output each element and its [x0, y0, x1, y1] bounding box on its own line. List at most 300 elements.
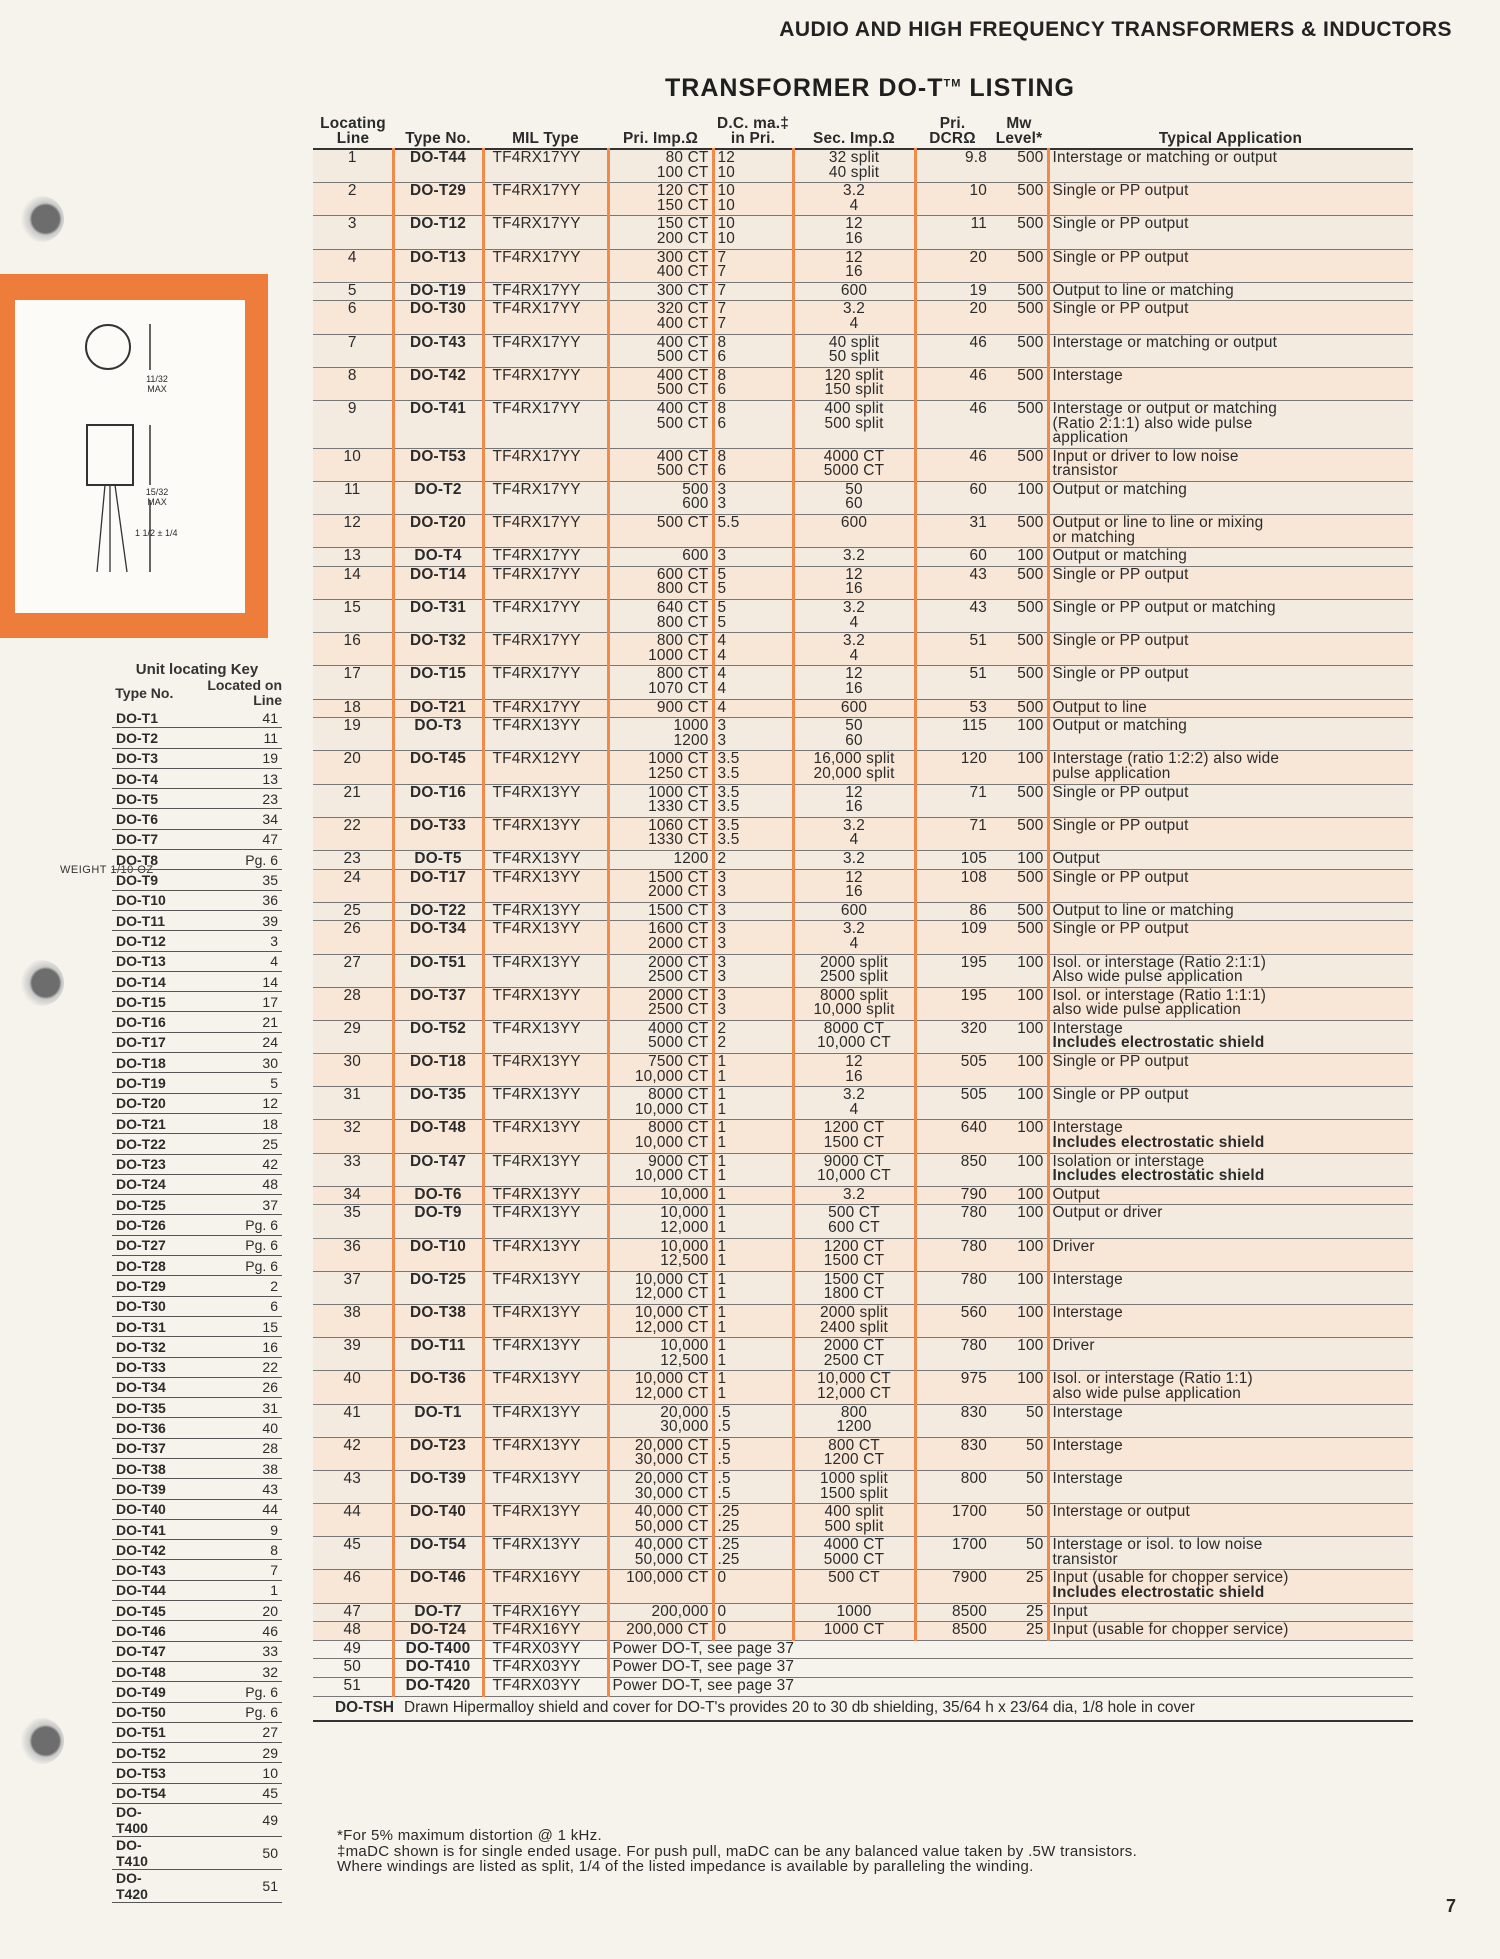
mil-type: [483, 1470, 608, 1503]
pri-dcr: [915, 869, 990, 902]
locating-line-value: 16: [343, 632, 362, 650]
mil-type-value: TF4RX17YY: [492, 448, 581, 465]
dc-ma: [713, 699, 793, 718]
dc-ma-value: 4: [717, 699, 727, 716]
mil-type-value: TF4RX13YY: [492, 1020, 581, 1037]
mw-level: [990, 850, 1048, 869]
type-no-value: DO-T2: [414, 481, 462, 498]
type-no: [393, 817, 483, 850]
mil-type: [483, 1537, 608, 1570]
mil-type: [483, 1087, 608, 1120]
pri-dcr: [915, 751, 990, 784]
type-no-value: DO-T35: [410, 1086, 466, 1104]
pri-dcr: [915, 1087, 990, 1120]
mw-level: [990, 1087, 1048, 1120]
mw-level: [990, 1153, 1048, 1186]
dc-ma-value: 3.5: [717, 831, 740, 849]
sec-imp: [793, 987, 915, 1020]
type-no-value: DO-T32: [410, 632, 466, 650]
type-no-value: DO-T30: [410, 300, 466, 318]
table-row: [313, 666, 1413, 699]
pri-imp: [608, 515, 713, 548]
key-type: DO-T22: [112, 1134, 177, 1154]
type-no: [393, 1304, 483, 1337]
pri-imp: [608, 1271, 713, 1304]
locating-line: [313, 249, 393, 282]
table-row: [313, 902, 1413, 921]
type-no: [393, 1020, 483, 1053]
column-header: Mw Level*: [990, 116, 1048, 149]
locating-line: [313, 817, 393, 850]
pri-imp-value: 5000 CT: [648, 1034, 709, 1052]
dc-ma: [713, 1470, 793, 1503]
dc-ma-value: 0: [717, 1603, 727, 1620]
sec-imp: [793, 149, 915, 183]
power-note: [608, 1640, 1413, 1659]
pri-imp-value: 30,000: [660, 1418, 709, 1436]
typical-application-value: Interstage or matching or output: [1052, 334, 1278, 351]
locating-line-value: 17: [343, 665, 362, 683]
pri-dcr-value: 195: [960, 987, 987, 1004]
typical-application: [1048, 149, 1413, 183]
type-no-value: DO-T6: [414, 1186, 462, 1203]
type-no-value: DO-T53: [410, 448, 466, 465]
mil-type: [483, 850, 608, 869]
mil-type: [483, 448, 608, 481]
dc-ma-value: .25: [717, 1503, 740, 1521]
key-type: DO-T50: [112, 1702, 177, 1722]
sec-imp-value: 12: [845, 1053, 863, 1071]
locating-line-value: 49: [343, 1640, 362, 1657]
mw-level: [990, 1371, 1048, 1404]
page-header: AUDIO AND HIGH FREQUENCY TRANSFORMERS & INDUCTORS: [779, 18, 1452, 41]
mw-level: [990, 1271, 1048, 1304]
type-no: [393, 216, 483, 249]
mil-type-value: TF4RX13YY: [492, 1186, 581, 1203]
dc-ma-value: 3.5: [717, 784, 740, 801]
locating-line-value: 12: [343, 514, 362, 532]
sec-imp: [793, 1603, 915, 1622]
table-row: [313, 1404, 1413, 1437]
type-no-value: DO-T15: [410, 665, 466, 683]
key-line: Pg. 6: [177, 1256, 282, 1276]
dc-ma-value: 3.5: [717, 750, 740, 768]
mw-level-value: 100: [1017, 1020, 1044, 1037]
mw-level: [990, 1020, 1048, 1053]
typical-application-value: Single or PP output: [1052, 182, 1189, 200]
sec-imp: [793, 1504, 915, 1537]
locating-line-value: 35: [343, 1204, 362, 1222]
pri-dcr: [915, 699, 990, 718]
sec-imp-value: 2400 split: [820, 1318, 888, 1336]
mil-type-value: TF4RX16YY: [492, 1621, 581, 1639]
pri-imp-value: 400 CT: [656, 448, 709, 465]
typical-application: [1048, 699, 1413, 718]
key-line: 38: [177, 1458, 282, 1478]
typical-application-value: Interstage: [1052, 1304, 1123, 1321]
column-header: Type No.: [393, 116, 483, 149]
pri-imp-value: 9000 CT: [648, 1153, 709, 1170]
typical-application: [1048, 1570, 1413, 1603]
sec-imp-value: 600: [840, 282, 868, 299]
pri-dcr: [915, 954, 990, 987]
pri-imp: [608, 850, 713, 869]
mw-level-value: 100: [1017, 1204, 1044, 1222]
key-type: DO-T18: [112, 1053, 177, 1073]
pri-imp-value: 1500 CT: [648, 902, 709, 919]
mw-level-value: 100: [1017, 954, 1044, 971]
type-no-value: DO-T9: [414, 1204, 462, 1222]
sec-imp-value: 4: [849, 613, 859, 631]
typical-application-value: Single or PP output or matching: [1052, 599, 1276, 617]
sec-imp-value: 50: [845, 717, 863, 735]
dc-ma-value: 3: [717, 869, 727, 886]
locating-line-value: 48: [343, 1621, 362, 1639]
typical-application-value: Interstage or isol. to low noise: [1052, 1536, 1263, 1554]
mil-type-value: TF4RX17YY: [492, 334, 581, 351]
pri-dcr: [915, 1020, 990, 1053]
pri-dcr: [915, 1470, 990, 1503]
pri-imp-value: 320 CT: [656, 300, 709, 318]
dc-ma: [713, 718, 793, 751]
type-no: [393, 282, 483, 301]
pri-imp-value: 2000 CT: [648, 987, 709, 1004]
mil-type: [483, 1238, 608, 1271]
pri-imp: [608, 1437, 713, 1470]
pri-imp-value: 10,000: [660, 1186, 709, 1203]
type-no-value: DO-T52: [410, 1020, 466, 1037]
locating-line-value: 15: [343, 599, 362, 617]
pri-imp-value: 20,000 CT: [634, 1437, 709, 1454]
key-line: 17: [177, 992, 282, 1012]
pri-imp-value: 80 CT: [665, 149, 709, 166]
dc-ma-value: 8: [717, 367, 727, 384]
key-row: [112, 1458, 282, 1478]
sec-imp-value: 1500 CT: [823, 1252, 885, 1270]
dc-ma-value: .5: [717, 1484, 731, 1502]
locating-line-value: 3: [347, 215, 357, 233]
key-row: [112, 1134, 282, 1154]
mw-level-value: 100: [1017, 1053, 1044, 1071]
sec-imp-value: 9000 CT: [823, 1153, 885, 1170]
mw-level: [990, 902, 1048, 921]
pri-imp: [608, 1304, 713, 1337]
pri-imp-value: 100,000 CT: [626, 1569, 709, 1587]
dc-ma: [713, 1186, 793, 1205]
table-row: [313, 515, 1413, 548]
dc-ma-value: 5: [717, 580, 727, 598]
mw-level-value: 500: [1017, 699, 1044, 716]
dc-ma-value: 1: [717, 1086, 727, 1104]
key-row: [112, 829, 282, 849]
type-no: [393, 633, 483, 666]
locating-line: [313, 301, 393, 334]
dc-ma-value: 6: [717, 381, 727, 399]
dc-ma: [713, 1120, 793, 1153]
mw-level-value: 500: [1017, 665, 1044, 683]
sec-imp-value: 16: [845, 229, 863, 247]
mil-type: [483, 1659, 608, 1678]
type-no-value: DO-T40: [410, 1503, 466, 1521]
locating-line-value: 1: [347, 149, 357, 166]
pri-imp-value: 10,000: [660, 1238, 709, 1255]
pri-imp: [608, 216, 713, 249]
mil-type: [483, 751, 608, 784]
sec-imp-value: 500 split: [824, 1517, 884, 1535]
typical-application-value: Interstage: [1052, 1271, 1123, 1288]
dc-ma: [713, 1371, 793, 1404]
pri-imp-value: 120 CT: [656, 182, 709, 200]
key-line: 47: [177, 829, 282, 849]
dc-ma: [713, 1404, 793, 1437]
mw-level-value: 100: [1017, 1370, 1044, 1388]
key-row: [112, 1316, 282, 1336]
typical-application-value: Isol. or interstage (Ratio 1:1:1): [1052, 987, 1267, 1004]
mw-level: [990, 367, 1048, 400]
pri-dcr-value: 640: [960, 1119, 987, 1137]
typical-application-value: also wide pulse application: [1052, 1384, 1241, 1402]
mw-level: [990, 987, 1048, 1020]
mw-level: [990, 149, 1048, 183]
sec-imp-value: 3.2: [843, 599, 865, 617]
mil-type: [483, 1603, 608, 1622]
table-row: [313, 1054, 1413, 1087]
power-note: [608, 1678, 1413, 1697]
sec-imp: [793, 817, 915, 850]
mil-type: [483, 1205, 608, 1238]
key-type: DO-T33: [112, 1357, 177, 1377]
table-row: [313, 282, 1413, 301]
typical-application: [1048, 850, 1413, 869]
mw-level: [990, 1437, 1048, 1470]
key-row: [112, 768, 282, 788]
sec-imp-value: 12: [845, 566, 863, 583]
type-no-value: DO-T10: [410, 1238, 466, 1255]
type-no-value: DO-T33: [410, 817, 466, 834]
power-note: [608, 1659, 1413, 1678]
power-note-value: Power DO-T, see page 37: [612, 1640, 795, 1657]
typical-application: [1048, 566, 1413, 599]
type-no-value: DO-T21: [410, 699, 466, 716]
dc-ma-value: 1: [717, 1167, 727, 1185]
typical-application: [1048, 1437, 1413, 1470]
mil-type-value: TF4RX03YY: [492, 1677, 581, 1695]
pri-dcr: [915, 1153, 990, 1186]
mw-level: [990, 1054, 1048, 1087]
mil-type: [483, 1186, 608, 1205]
sec-imp-value: 4000 CT: [823, 1536, 885, 1554]
pri-dcr-value: 780: [960, 1271, 987, 1288]
mw-level-value: 100: [1017, 547, 1044, 565]
pri-dcr-value: 850: [960, 1153, 987, 1170]
mw-level: [990, 448, 1048, 481]
mil-type: [483, 367, 608, 400]
key-type: DO-T26: [112, 1215, 177, 1235]
pri-imp-value: 500 CT: [656, 414, 709, 432]
pri-imp-value: 12,000 CT: [634, 1384, 709, 1402]
table-row-power: [313, 1678, 1413, 1697]
type-no-value: DO-T23: [410, 1437, 466, 1454]
dc-ma-value: .5: [717, 1437, 731, 1454]
mw-level-value: 100: [1017, 1119, 1044, 1137]
sec-imp-value: 2000 CT: [823, 1337, 885, 1355]
sec-imp-value: 5000 CT: [823, 1550, 885, 1568]
type-no-value: DO-T400: [405, 1640, 471, 1657]
dc-ma-value: 1: [717, 1219, 727, 1236]
dc-ma: [713, 869, 793, 902]
typical-application-value: Single or PP output: [1052, 817, 1189, 834]
pri-imp-value: 10,000: [660, 1204, 709, 1222]
pri-dcr-value: 11: [970, 215, 987, 233]
pri-dcr-value: 20: [969, 249, 987, 266]
typical-application: [1048, 481, 1413, 514]
dc-ma-value: 3.5: [717, 817, 740, 834]
sec-imp: [793, 1205, 915, 1238]
typical-application-value: Also wide pulse application: [1052, 968, 1243, 986]
sec-imp: [793, 699, 915, 718]
typical-application-value: Interstage: [1052, 367, 1123, 384]
key-line: 21: [177, 1012, 282, 1032]
mw-level-value: 500: [1017, 920, 1044, 938]
table-row: [313, 1504, 1413, 1537]
mw-level-value: 100: [1017, 1337, 1044, 1355]
dc-ma-value: 3: [717, 1001, 727, 1019]
application-note-bold: Includes electrostatic shield: [1052, 1034, 1265, 1052]
type-no: [393, 566, 483, 599]
key-row: [112, 1560, 282, 1580]
pri-imp-value: 12,000 CT: [634, 1285, 709, 1303]
key-row: [112, 789, 282, 809]
key-line: 31: [177, 1398, 282, 1418]
dc-ma-value: 12: [717, 149, 736, 166]
key-line: 6: [177, 1296, 282, 1316]
mil-type: [483, 249, 608, 282]
mil-type-value: TF4RX13YY: [492, 1437, 581, 1454]
typical-application: [1048, 334, 1413, 367]
mw-level-value: 100: [1017, 1271, 1044, 1288]
mil-type-value: TF4RX13YY: [492, 902, 581, 919]
key-row: [112, 1499, 282, 1519]
pri-imp-value: 150 CT: [656, 215, 709, 233]
locating-line-value: 44: [343, 1503, 362, 1521]
mw-level-value: 50: [1025, 1437, 1044, 1454]
typical-application-value: Single or PP output: [1052, 784, 1189, 801]
sec-imp-value: 60: [845, 731, 863, 749]
mw-level: [990, 1120, 1048, 1153]
sec-imp-value: 8000 CT: [823, 1020, 885, 1037]
mw-level-value: 500: [1017, 632, 1044, 650]
key-row: [112, 809, 282, 829]
key-line: 4: [177, 951, 282, 971]
sec-imp: [793, 850, 915, 869]
key-row: [112, 1073, 282, 1093]
mw-level: [990, 869, 1048, 902]
locating-line: [313, 481, 393, 514]
key-type: DO-T36: [112, 1418, 177, 1438]
pri-imp: [608, 448, 713, 481]
dc-ma-value: 7: [717, 263, 727, 281]
type-no: [393, 1678, 483, 1697]
sec-imp: [793, 282, 915, 301]
key-type: DO-T17: [112, 1032, 177, 1052]
dc-ma: [713, 1020, 793, 1053]
sec-imp-value: 12: [845, 869, 863, 886]
type-no: [393, 1120, 483, 1153]
pri-dcr: [915, 902, 990, 921]
table-row: [313, 334, 1413, 367]
key-type: DO-T27: [112, 1235, 177, 1255]
locating-line: [313, 1338, 393, 1371]
type-no-value: DO-T13: [410, 249, 466, 266]
dc-ma-value: 3: [717, 954, 727, 971]
pri-dcr: [915, 515, 990, 548]
typical-application: [1048, 1603, 1413, 1622]
typical-application-value: Input (usable for chopper service): [1052, 1621, 1289, 1639]
mw-level: [990, 301, 1048, 334]
type-no: [393, 367, 483, 400]
typical-application-value: Single or PP output: [1052, 869, 1189, 886]
mil-type: [483, 987, 608, 1020]
pri-dcr: [915, 1603, 990, 1622]
pri-imp-value: 1200: [673, 731, 709, 749]
mil-type: [483, 666, 608, 699]
sec-imp: [793, 869, 915, 902]
dc-ma-value: 7: [717, 314, 727, 332]
key-row: [112, 1641, 282, 1661]
unit-locating-key: [112, 661, 282, 1903]
sec-imp: [793, 548, 915, 567]
table-row: [313, 1304, 1413, 1337]
sec-imp-value: 500 CT: [828, 1569, 880, 1587]
locating-line: [313, 1271, 393, 1304]
key-row: [112, 1804, 282, 1837]
dc-ma-value: 1: [717, 1119, 727, 1137]
key-type: DO-T54: [112, 1783, 177, 1803]
mw-level: [990, 334, 1048, 367]
dc-ma: [713, 633, 793, 666]
dc-ma: [713, 249, 793, 282]
sec-imp: [793, 515, 915, 548]
type-no: [393, 1570, 483, 1603]
locating-line-value: 38: [343, 1304, 362, 1321]
sec-imp-value: 16: [845, 680, 863, 697]
key-line: 32: [177, 1661, 282, 1681]
mil-type-value: TF4RX13YY: [492, 717, 581, 735]
mil-type-value: TF4RX13YY: [492, 1204, 581, 1222]
power-note-value: Power DO-T, see page 37: [612, 1677, 795, 1695]
pri-imp: [608, 869, 713, 902]
pri-imp: [608, 1537, 713, 1570]
dc-ma-value: .5: [717, 1451, 731, 1469]
listing-table: [313, 116, 1413, 1697]
pri-dcr-value: 108: [960, 869, 987, 886]
sec-imp: [793, 751, 915, 784]
mil-type: [483, 301, 608, 334]
pri-imp-value: 4000 CT: [648, 1020, 709, 1037]
table-row: [313, 1570, 1413, 1603]
table-row: [313, 1603, 1413, 1622]
key-line: 13: [177, 768, 282, 788]
mw-level: [990, 699, 1048, 718]
mw-level-value: 500: [1017, 784, 1044, 801]
mil-type-value: TF4RX13YY: [492, 920, 581, 938]
pri-imp: [608, 1238, 713, 1271]
type-no-value: DO-T7: [414, 1603, 462, 1620]
key-line: 26: [177, 1377, 282, 1397]
locating-line: [313, 699, 393, 718]
locating-line: [313, 1186, 393, 1205]
sec-imp-value: 800: [840, 1404, 868, 1421]
